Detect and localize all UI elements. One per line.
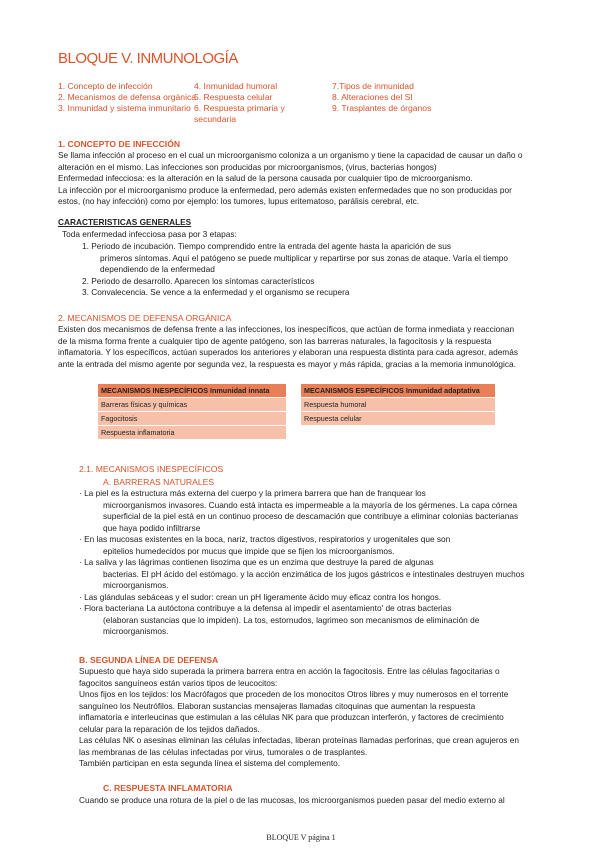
list-item: primeros síntomas. Aquí el patógeno se puede multiplicar y repartirse por sus zonas de ataque. Varía el tiempo [100, 252, 508, 263]
text-line: sanguíneo los Neutrófilos. Elaboran sustancias mensajeras llamadas citoquinas que aumentan la respuesta [79, 700, 476, 711]
table-row: Respuesta humoral [301, 398, 496, 412]
text-line: epitelios humedecidos por mucus que impide que se fijen los microorganismos. [103, 545, 395, 556]
table-nonspecific-mechanisms [97, 383, 287, 440]
toc-item[interactable]: 2. Mecanismos de defensa orgánica [58, 92, 197, 102]
toc-item[interactable]: 3. Inmunidad y sistema inmunitario [58, 103, 191, 113]
text-line: fagocitos sanguíneos están varios tipos de leucocitos: [79, 677, 278, 688]
text-line: · La saliva y las lágrimas contienen lisozima que es un enzima que destruye la pared de algunas [79, 557, 434, 567]
table-specific-mechanisms [300, 383, 496, 426]
list-item: dependiendo de la enfermedad [100, 264, 215, 274]
text-line: La infección por el microorganismo produce la enfermedad, pero además existen enfermedades que no son producidas por [58, 184, 512, 195]
table-header: MECANISMOS ESPECÍFICOS Inmunidad adaptativa [301, 384, 496, 398]
toc-item[interactable]: 4. Inmunidad humoral [194, 81, 278, 91]
text-line: que haya podido infiltrarse [103, 522, 201, 533]
section-1-text [58, 150, 522, 208]
subsection-a-heading: A. BARRERAS NATURALES [103, 477, 215, 487]
subsection-c-heading: C. RESPUESTA INFLAMATORIA [103, 783, 233, 793]
characteristics-list [82, 241, 508, 299]
text-line: Unos fijos en los tejidos: los Macrófagos que proceden de los monocitos Otros libres y muy numerosos en el torrente [79, 689, 509, 699]
text-line: (elaboran sustancias que lo impiden). La tos, estornudos, lagrimeo son mecanismos de eliminación de [103, 614, 480, 625]
toc-item[interactable]: 5. Respuesta celular [194, 92, 273, 102]
text-line: inflamatoria. Y los específicos, actúan superados los anteriores y elaboran una respuesta distinta para cada agresor, además [58, 347, 518, 357]
text-line: Enfermedad infecciosa: es la alteración en la salud de la persona causada por cualquier tipo de microorganismo. [58, 173, 473, 183]
text-line: Existen dos mecanismos de defensa frente a las infecciones, los inespecíficos, que actúan de forma inmediata y reaccionan [58, 324, 515, 334]
toc-item[interactable]: 9. Trasplantes de órganos [332, 103, 432, 113]
text-line: bacterias. El pH ácido del estómago. y la acción enzimática de los jugos gástricos e intestinales destruyen muchos [103, 568, 525, 579]
list-item: 3. Convalecencia. Se vence a la enfermedad y el organismo se recupera [82, 287, 350, 297]
toc-item[interactable]: 6. Respuesta primaria y [194, 103, 285, 113]
text-line: ante la entrada del mismo agente por segunda vez, la respuesta es mayor y más rápida, gracias a la memoria inmunológica. [58, 358, 516, 369]
characteristics-heading: CARACTERISTICAS GENERALES [58, 217, 192, 227]
toc-column-3 [332, 81, 431, 114]
characteristics-intro: Toda enfermedad infecciosa pasa por 3 etapas: [62, 229, 237, 239]
toc-column-1 [58, 81, 196, 114]
text-line: · En las mucosas existentes en la boca, nariz, tractos digestivos, respiratorios y urogenitales que son [79, 534, 451, 544]
table-header: MECANISMOS INESPECÍFICOS Inmunidad innata [98, 384, 287, 398]
text-line: estos, (no hay infección) como por ejemplo: los tumores, lupus eritematoso, parálisis cerebral, etc. [58, 196, 420, 206]
text-line: superficial de la piel está en un continuo proceso de descamación que contribuye a eliminar colonias bacterianas [103, 511, 519, 521]
text-line: de la misma forma frente a cualquier tipo de agente patógeno, son las barreras naturales, la fagocitosis y la respuesta [58, 335, 492, 346]
list-item: 2. Periodo de desarrollo. Aparecen los síntomas característicos [82, 275, 315, 286]
toc-item[interactable]: 7.Tipos de inmunidad [332, 81, 414, 91]
subsection-c-text [79, 795, 505, 807]
text-line: · La piel es la estructura más externa del cuerpo y la primera barrera que han de franquear los [79, 488, 426, 498]
text-line: microorganismos invasores. Cuando está intacta es impermeable a la mayoría de los gérmenes. La capa córnea [103, 499, 518, 510]
toc-column-2 [194, 81, 285, 125]
text-line: microorganismos. [103, 626, 169, 636]
text-line: · Flora bacteriana La autóctona contribuye a la defensa al impedir el asentamiento' de otras bacterias [79, 603, 452, 613]
section-2-1-heading: 2.1. MECANISMOS INESPECÍFICOS [79, 464, 224, 474]
section-2-text [58, 324, 518, 370]
table-row: Barreras físicas y químicas [98, 398, 287, 412]
table-row: Fagocitosis [98, 412, 287, 426]
text-line: las membranas de las células infectadas por virus, tumorales o de trasplantes. [79, 746, 368, 757]
page-footer: BLOQUE V página 1 [266, 833, 336, 842]
toc-item[interactable]: 8. Alteraciones del SI [332, 92, 413, 102]
text-line: · Las glándulas sebáceas y el sudor: crean un pH ligeramente ácido muy eficaz contra los hongos. [79, 591, 442, 602]
toc-item[interactable]: 1. Concepto de infección [58, 81, 153, 91]
text-line: celular para la reparación de los tejidos dañados. [79, 723, 260, 734]
subsection-a-text [79, 488, 525, 638]
text-line: Las células NK o asesinas eliminan las células infectadas, liberan proteínas llamadas perforinas, que crean agujeros en [79, 735, 519, 745]
text-line: También participan en esta segunda línea el sistema del complemento. [79, 758, 341, 768]
list-item: 1. Periodo de incubación. Tiempo comprendido entre la entrada del agente hasta la aparición de sus [82, 241, 451, 251]
section-2-heading: 2. MECANISMOS DE DEFENSA ORGÁNICA [58, 313, 232, 323]
text-line: Supuesto que haya sido superada la primera barrera entra en acción la fagocitosis. Entre las células fagocitarias o [79, 666, 500, 676]
text-line: inflamatoria e interleucinas que estimulan a las células NK para que produzcan interferón, y factores de crecimiento [79, 712, 504, 722]
toc-item-continuation[interactable]: secundaria [194, 114, 237, 124]
text-line: Cuando se produce una rotura de la piel o de las mucosas, los microorganismos pueden pasar del medio externo al [79, 795, 505, 805]
table-row: Respuesta inflamatoria [98, 426, 287, 440]
subsection-b-heading: B. SEGUNDA LÍNEA DE DEFENSA [79, 655, 219, 665]
page-title: BLOQUE V. INMUNOLOGÍA [58, 50, 238, 67]
table-row: Respuesta celular [301, 412, 496, 426]
subsection-b-text [79, 666, 519, 770]
text-line: alteración en el mismo. Las infecciones son producidas por microorganismos, (virus, bacterias hongos) [58, 161, 437, 172]
text-line: Se llama infección al proceso en el cual un microorganismo coloniza a un organismo y tiene la capacidad de causar un daño o [58, 150, 523, 160]
text-line: microorganismos. [103, 580, 169, 590]
section-1-heading: 1. CONCEPTO DE INFECCIÓN [58, 139, 181, 149]
